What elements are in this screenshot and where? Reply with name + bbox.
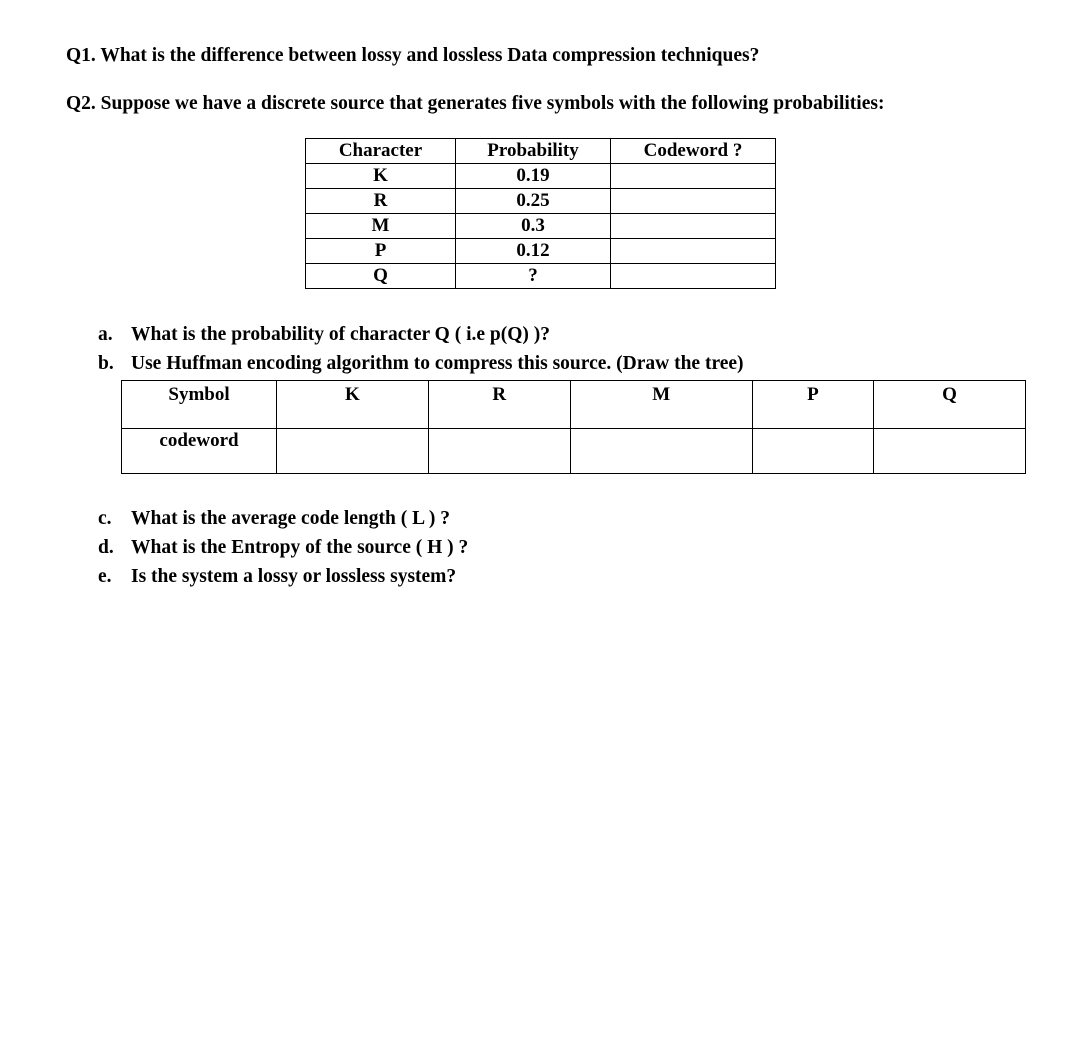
table-row (306, 239, 776, 264)
probability-cell: ? (456, 264, 611, 289)
subquestion-text: What is the average code length ( L ) ? (131, 508, 451, 529)
codeword-cell (752, 429, 873, 474)
subquestion-letter: d. (98, 537, 114, 558)
subquestion-a (98, 324, 550, 346)
subquestion-c (98, 508, 450, 530)
symbol-cell: R (428, 381, 570, 429)
probability-cell: 0.12 (456, 239, 611, 264)
probability-cell: 0.3 (456, 214, 611, 239)
codeword-cell (277, 429, 429, 474)
codeword-cell (611, 214, 776, 239)
codeword-cell (611, 239, 776, 264)
codeword-cell (428, 429, 570, 474)
symbol-cell: P (752, 381, 873, 429)
subquestion-text: Is the system a lossy or lossless system? (131, 566, 457, 587)
symbol-cell: M (570, 381, 752, 429)
subquestion-text: Use Huffman encoding algorithm to compress this source. (Draw the tree) (131, 353, 744, 374)
subquestion-letter: b. (98, 353, 114, 374)
symbol-row (122, 381, 1026, 429)
codeword-cell (611, 189, 776, 214)
codeword-label-cell: codeword (122, 429, 277, 474)
codeword-row (122, 429, 1026, 474)
codeword-table (121, 380, 1026, 474)
table-row (306, 214, 776, 239)
symbol-label-cell: Symbol (122, 381, 277, 429)
character-cell: Q (306, 264, 456, 289)
codeword-cell (611, 264, 776, 289)
header-character: Character (306, 139, 456, 164)
character-cell: K (306, 164, 456, 189)
table-row (306, 264, 776, 289)
symbol-cell: K (277, 381, 429, 429)
symbol-cell: Q (874, 381, 1026, 429)
subquestion-letter: a. (98, 324, 113, 345)
probability-table (305, 138, 776, 289)
subquestion-d (98, 537, 468, 559)
table-row (306, 189, 776, 214)
character-cell: R (306, 189, 456, 214)
subquestion-letter: e. (98, 566, 112, 587)
character-cell: P (306, 239, 456, 264)
probability-cell: 0.25 (456, 189, 611, 214)
codeword-cell (611, 164, 776, 189)
header-codeword: Codeword ? (611, 139, 776, 164)
codeword-cell (570, 429, 752, 474)
subquestion-text: What is the probability of character Q ( i.e p(Q) )? (131, 324, 551, 345)
codeword-cell (874, 429, 1026, 474)
question-2: Q2. Suppose we have a discrete source that generates five symbols with the following probabilities: (66, 93, 885, 114)
character-cell: M (306, 214, 456, 239)
subquestion-letter: c. (98, 508, 112, 529)
subquestion-b (98, 353, 744, 375)
table-row (306, 164, 776, 189)
subquestion-e (98, 566, 456, 588)
header-probability: Probability (456, 139, 611, 164)
question-1: Q1. What is the difference between lossy and lossless Data compression techniques? (66, 45, 760, 66)
subquestion-text: What is the Entropy of the source ( H ) ? (131, 537, 469, 558)
table-header-row (306, 139, 776, 164)
probability-cell: 0.19 (456, 164, 611, 189)
